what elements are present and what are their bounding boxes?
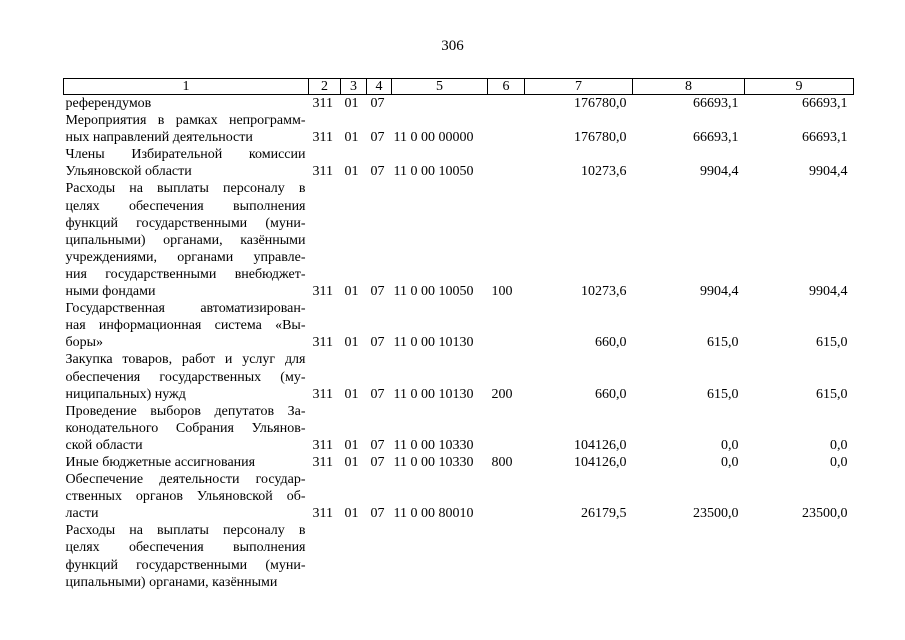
row-expense-type: 200 [491, 386, 513, 402]
row-target-article [392, 522, 488, 590]
table-row [64, 300, 854, 351]
row-subsection-code [367, 522, 392, 590]
row-section-code: 01 [344, 335, 359, 351]
row-name-line: референдумов [65, 96, 152, 111]
row-name-line: Государственная автоматизирован- [65, 301, 306, 317]
row-amount-col9: 66693,1 [802, 96, 848, 111]
row-amount-col8: 66693,1 [693, 96, 739, 111]
row-subsection-code: 07 [370, 454, 385, 470]
row-name-line: Расходы на выплаты персоналу в [65, 181, 306, 197]
row-amount-col9 [745, 522, 854, 590]
row-name-line: учреждениями, органами управле- [65, 249, 306, 265]
row-target-article: 11 0 00 10050 [393, 284, 474, 300]
row-admin-code: 311 [312, 130, 333, 146]
row-target-article [392, 95, 488, 113]
row-name-line: функций государственными (муни- [65, 215, 306, 231]
row-amount-col9: 0,0 [830, 454, 848, 470]
row-name-line: Обеспечение деятельности государ- [65, 472, 306, 488]
row-admin-code: 311 [312, 284, 333, 300]
row-name [64, 522, 309, 590]
row-expense-type [488, 112, 525, 146]
row-name-line: боры» [65, 335, 104, 351]
row-amount-col8: 615,0 [707, 386, 739, 402]
row-target-article: 11 0 00 10330 [393, 437, 474, 453]
row-section-code: 01 [344, 284, 359, 300]
row-target-article: 11 0 00 10130 [393, 335, 474, 351]
row-amount-col7: 660,0 [595, 386, 627, 402]
row-name-line: Мероприятия в рамках непрограмм- [65, 113, 306, 129]
row-target-article: 11 0 00 10330 [393, 454, 474, 470]
column-header-2: 2 [309, 79, 341, 95]
row-target-article: 11 0 00 00000 [393, 130, 474, 146]
row-name-line: ными фондами [65, 284, 156, 300]
table-row [64, 95, 854, 113]
row-amount-col8 [633, 522, 745, 590]
row-subsection-code: 07 [370, 96, 385, 111]
row-name-line: ципальными) органами, казёнными [65, 574, 278, 590]
row-name [64, 180, 309, 300]
row-name-line: Закупка товаров, работ и услуг для [65, 352, 306, 368]
table-row [64, 471, 854, 522]
row-expense-type [488, 300, 525, 351]
row-expense-type: 100 [491, 284, 513, 300]
column-header-9: 9 [745, 79, 854, 95]
row-subsection-code: 07 [370, 130, 385, 146]
table-body [64, 95, 854, 591]
row-section-code [341, 522, 367, 590]
row-expense-type: 800 [491, 454, 513, 470]
row-expense-type [488, 403, 525, 454]
row-section-code: 01 [344, 164, 359, 180]
row-admin-code: 311 [312, 96, 333, 111]
row-section-code: 01 [344, 96, 359, 111]
row-name [64, 95, 309, 113]
row-admin-code: 311 [312, 454, 333, 470]
row-admin-code: 311 [312, 437, 333, 453]
row-amount-col9: 615,0 [816, 386, 848, 402]
row-name [64, 300, 309, 351]
row-name [64, 471, 309, 522]
row-section-code: 01 [344, 386, 359, 402]
row-amount-col9: 0,0 [830, 437, 848, 453]
row-amount-col9: 66693,1 [802, 130, 848, 146]
row-name-line: Члены Избирательной комиссии [65, 147, 306, 163]
budget-table [63, 78, 854, 591]
row-amount-col7: 104126,0 [574, 437, 627, 453]
row-section-code: 01 [344, 506, 359, 522]
row-name-line: целях обеспечения выполнения [65, 540, 306, 556]
row-amount-col7 [525, 522, 633, 590]
row-expense-type [488, 95, 525, 113]
row-amount-col7: 10273,6 [581, 164, 627, 180]
page-number: 306 [441, 38, 464, 54]
row-amount-col7: 26179,5 [581, 506, 627, 522]
table-row [64, 351, 854, 402]
row-amount-col9: 615,0 [816, 335, 848, 351]
row-admin-code: 311 [312, 164, 333, 180]
row-expense-type [488, 146, 525, 180]
table-row [64, 454, 854, 471]
row-amount-col9: 9904,4 [809, 284, 848, 300]
row-amount-col9: 9904,4 [809, 164, 848, 180]
row-amount-col9: 23500,0 [802, 506, 848, 522]
row-section-code: 01 [344, 454, 359, 470]
row-name-line: Расходы на выплаты персоналу в [65, 523, 306, 539]
row-subsection-code: 07 [370, 386, 385, 402]
table-row [64, 146, 854, 180]
row-amount-col8: 23500,0 [693, 506, 739, 522]
row-admin-code: 311 [312, 335, 333, 351]
row-name-line: ных направлений деятельности [65, 130, 253, 146]
row-amount-col8: 0,0 [721, 454, 739, 470]
column-header-1: 1 [64, 79, 309, 95]
table-row [64, 403, 854, 454]
row-target-article: 11 0 00 10130 [393, 386, 474, 402]
row-amount-col8: 615,0 [707, 335, 739, 351]
table-row [64, 180, 854, 300]
row-subsection-code: 07 [370, 437, 385, 453]
row-name-line: функций государственными (муни- [65, 557, 306, 573]
table-row [64, 522, 854, 590]
row-target-article: 11 0 00 10050 [393, 164, 474, 180]
table-row [64, 112, 854, 146]
row-amount-col8: 0,0 [721, 437, 739, 453]
row-name-line: конодательного Собрания Ульянов- [65, 420, 306, 436]
row-name-line: обеспечения государственных (му- [65, 369, 306, 385]
row-name [64, 351, 309, 402]
row-name [64, 454, 309, 471]
row-name-line: Проведение выборов депутатов За- [65, 403, 306, 419]
row-name-line: Иные бюджетные ассигнования [65, 454, 256, 470]
row-subsection-code: 07 [370, 164, 385, 180]
row-name-line: ской области [65, 437, 143, 453]
table-header-row [64, 79, 854, 95]
row-name-line: ципальными) органами, казёнными [65, 232, 306, 248]
row-amount-col8: 9904,4 [700, 164, 739, 180]
row-name-line: ниципальных) нужд [65, 386, 186, 402]
row-name-line: ная информационная система «Вы- [65, 318, 306, 334]
row-admin-code: 311 [312, 506, 333, 522]
row-name [64, 112, 309, 146]
column-header-5: 5 [392, 79, 488, 95]
row-name [64, 146, 309, 180]
row-section-code: 01 [344, 130, 359, 146]
row-expense-type [488, 471, 525, 522]
column-header-3: 3 [341, 79, 367, 95]
row-subsection-code: 07 [370, 506, 385, 522]
row-name-line: ласти [65, 506, 99, 522]
row-target-article: 11 0 00 80010 [393, 506, 474, 522]
row-subsection-code: 07 [370, 284, 385, 300]
row-name-line: ственных органов Ульяновской об- [65, 489, 306, 505]
row-admin-code [309, 522, 341, 590]
row-amount-col7: 176780,0 [574, 96, 627, 111]
row-admin-code: 311 [312, 386, 333, 402]
row-subsection-code: 07 [370, 335, 385, 351]
row-section-code: 01 [344, 437, 359, 453]
row-amount-col7: 660,0 [595, 335, 627, 351]
row-expense-type [488, 522, 525, 590]
row-name [64, 403, 309, 454]
row-name-line: ния государственными внебюджет- [65, 266, 306, 282]
column-header-6: 6 [488, 79, 525, 95]
column-header-4: 4 [367, 79, 392, 95]
row-amount-col7: 104126,0 [574, 454, 627, 470]
row-amount-col8: 9904,4 [700, 284, 739, 300]
column-header-7: 7 [525, 79, 633, 95]
row-amount-col7: 10273,6 [581, 284, 627, 300]
column-header-8: 8 [633, 79, 745, 95]
row-name-line: Ульяновской области [65, 164, 192, 180]
row-amount-col7: 176780,0 [574, 130, 627, 146]
row-name-line: целях обеспечения выполнения [65, 198, 306, 214]
row-amount-col8: 66693,1 [693, 130, 739, 146]
